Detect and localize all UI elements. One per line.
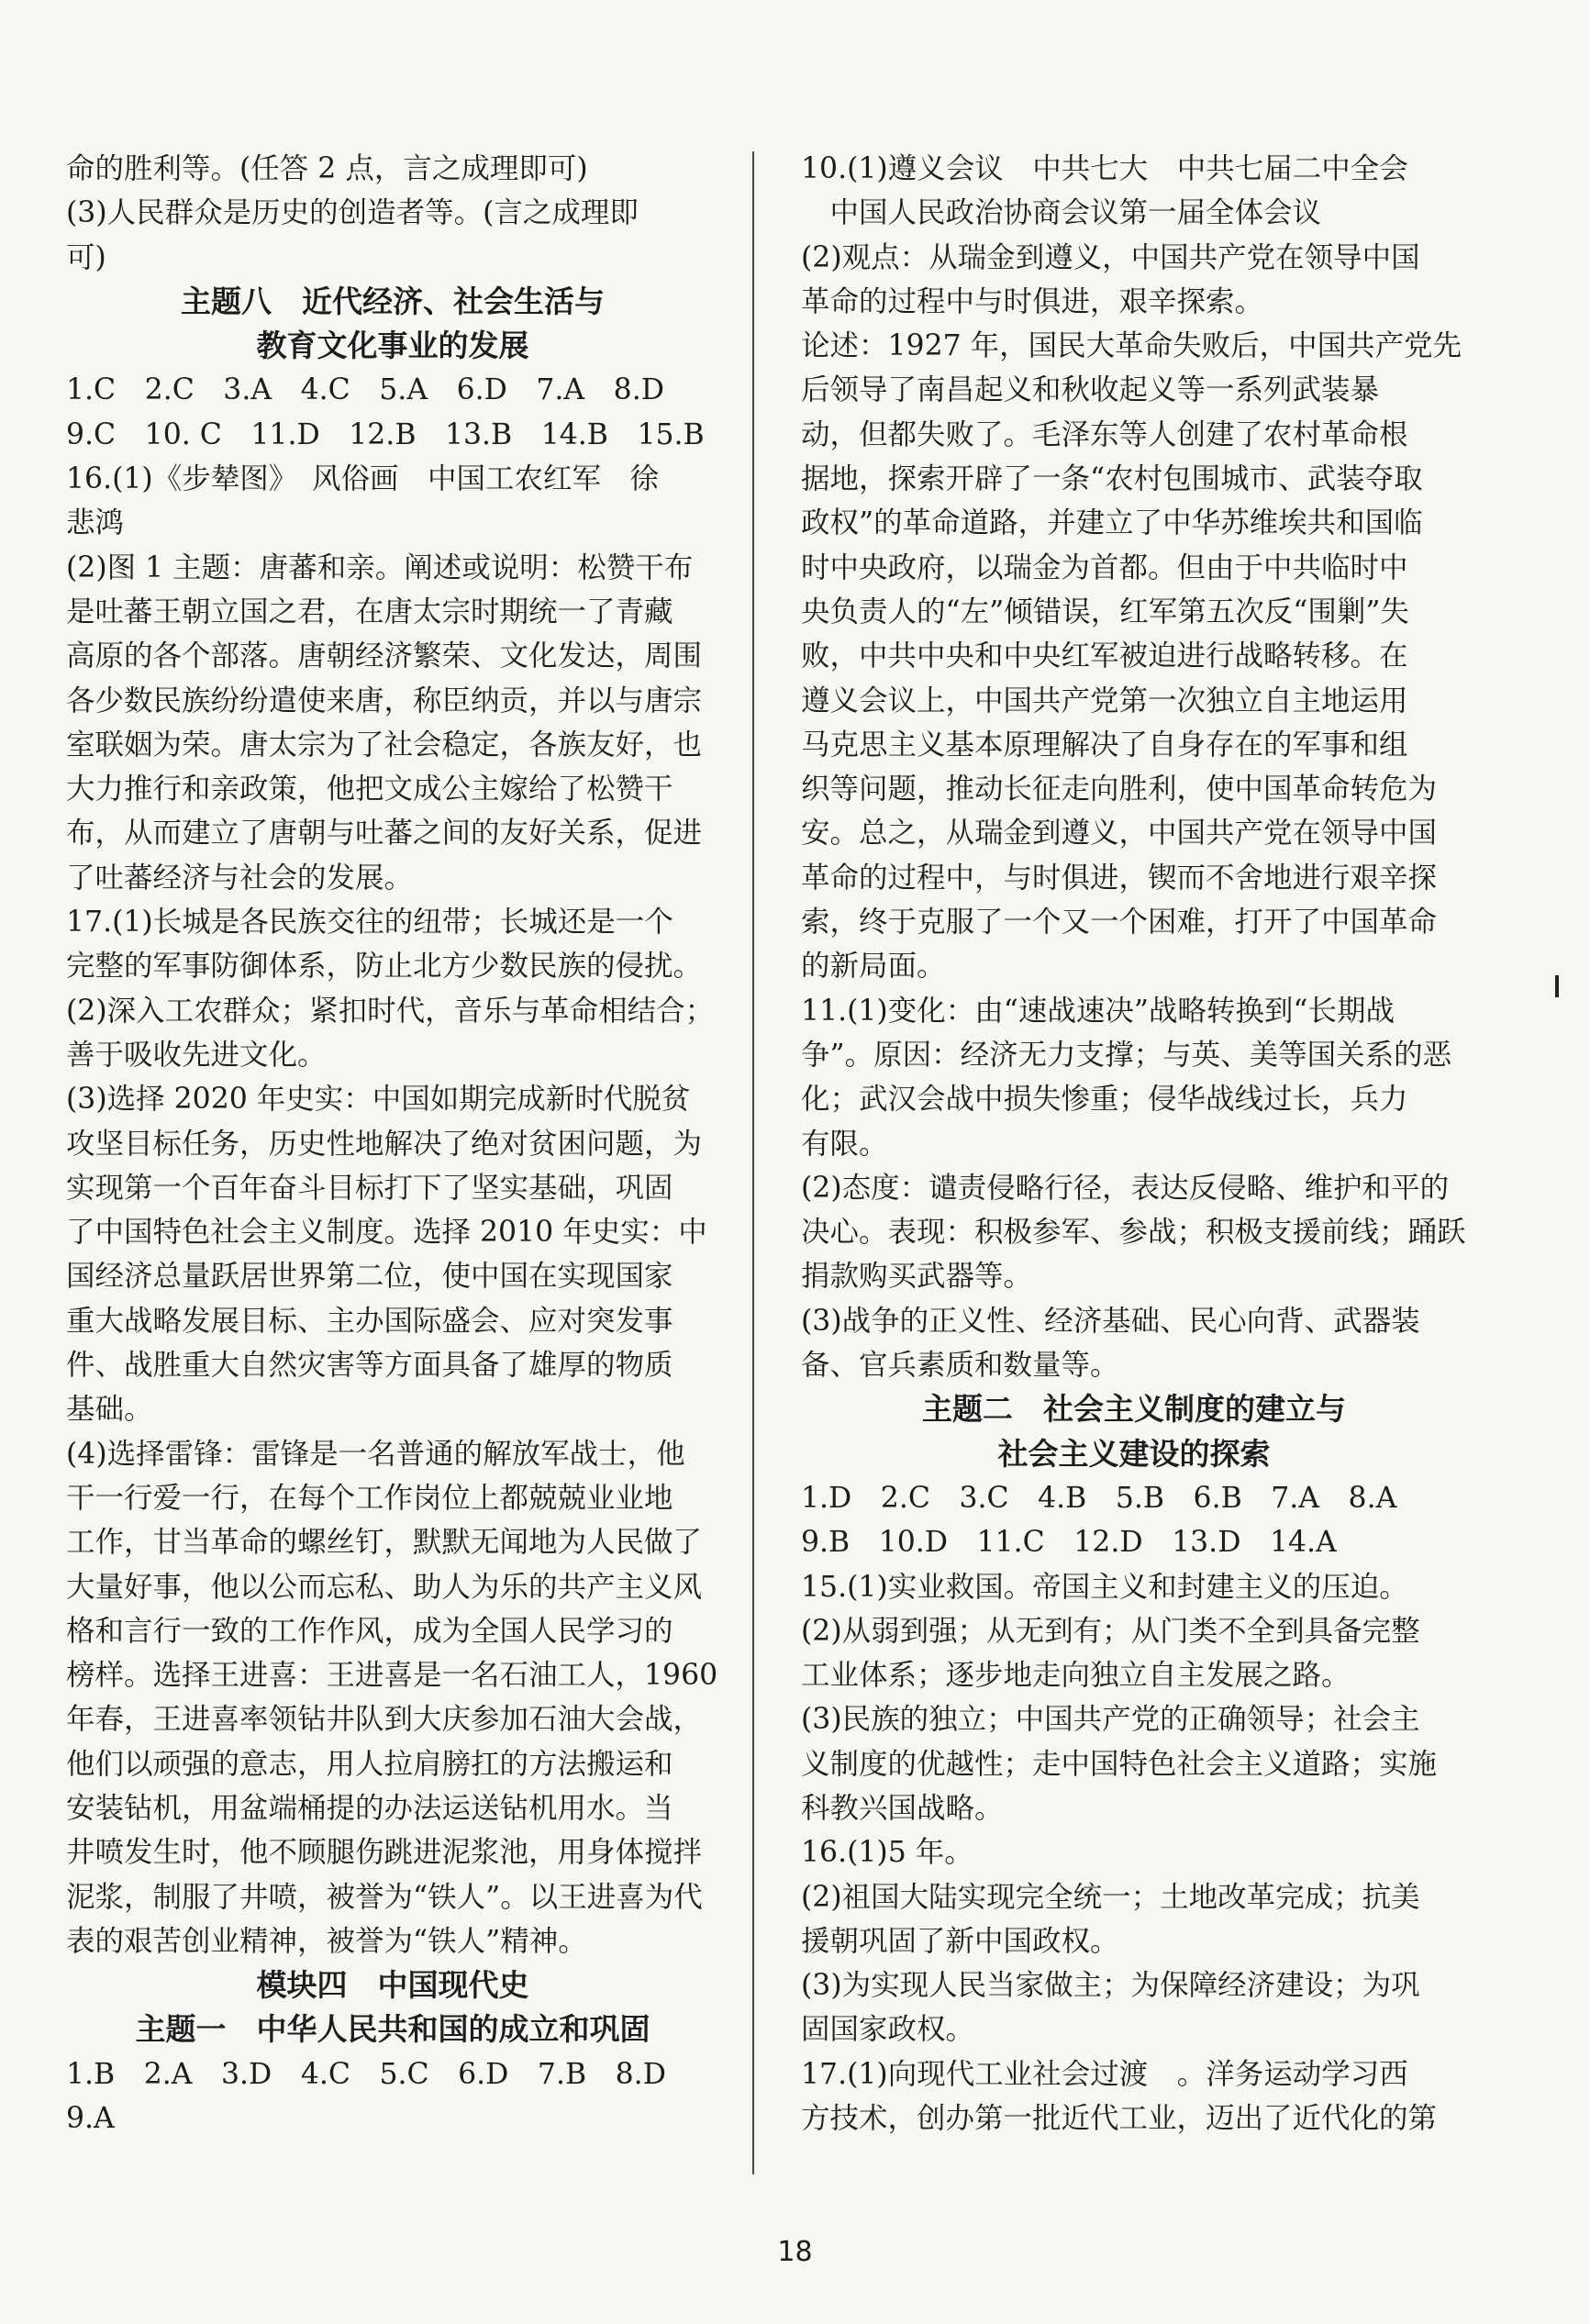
text-line: 件、战胜重大自然灾害等方面具备了雄厚的物质: [66, 1349, 673, 1383]
text-line: 争”。原因：经济无力支撑；与英、美等国关系的恶: [801, 1038, 1452, 1072]
text-line: 善于吸收先进文化。: [66, 1038, 327, 1072]
text-line: 17.(1)向现代工业社会过渡 。洋务运动学习西: [801, 2057, 1408, 2091]
text-line: (3)人民群众是历史的创造者等。(言之成理即: [66, 196, 639, 230]
section-heading: 模块四 中国现代史: [256, 1967, 529, 2004]
text-line: 时中央政府，以瑞金为首都。但由于中共临时中: [801, 550, 1408, 584]
text-line: 方技术，创办第一批近代工业，迈出了近代化的第: [801, 2102, 1438, 2136]
text-line: 索，终于克服了一个又一个困难，打开了中国革命: [801, 906, 1438, 940]
text-line: 织等问题，推动长征走向胜利，使中国革命转危为: [801, 773, 1438, 806]
text-line: 革命的过程中与时俱进，艰辛探索。: [801, 284, 1264, 318]
text-line: 完整的军事防御体系，防止北方少数民族的侵扰。: [66, 950, 703, 984]
text-line: 室联姻为荣。唐太宗为了社会稳定，各族友好，也: [66, 728, 703, 762]
text-line: 科教兴国战略。: [801, 1791, 1004, 1825]
text-line: 后领导了南昌起义和秋收起义等一系列武装暴: [801, 373, 1380, 407]
text-line: 1.D 2.C 3.C 4.B 5.B 6.B 7.A 8.A: [801, 1481, 1397, 1515]
text-line: (2)从弱到强；从无到有；从门类不全到具备完整: [801, 1614, 1420, 1648]
right-column: [801, 147, 1467, 2141]
text-line: 义制度的优越性；走中国特色社会主义道路；实施: [801, 1747, 1438, 1781]
text-line: 9.B 10.D 11.C 12.D 13.D 14.A: [801, 1526, 1337, 1560]
text-line: 固国家政权。: [801, 2013, 975, 2047]
text-line: 攻坚目标任务，历史性地解决了绝对贫困问题，为: [66, 1127, 703, 1161]
text-line: 17.(1)长城是各民族交往的纽带；长城还是一个: [66, 906, 673, 940]
text-line: 据地，探索开辟了一条“农村包围城市、武装夺取: [801, 462, 1423, 496]
text-line: 各少数民族纷纷遣使来唐，称臣纳贡，并以与唐宗: [66, 684, 703, 717]
text-line: (3)战争的正义性、经济基础、民心向背、武器装: [801, 1304, 1420, 1338]
text-line: (2)态度：谴责侵略行径，表达反侵略、维护和平的: [801, 1171, 1450, 1205]
text-line: 政权”的革命道路，并建立了中华苏维埃共和国临: [801, 506, 1423, 540]
text-line: 高原的各个部落。唐朝经济繁荣、文化发达，周围: [66, 639, 703, 673]
text-line: 命的胜利等。(任答 2 点，言之成理即可): [66, 152, 588, 185]
text-line: 11.(1)变化：由“速战速决”战略转换到“长期战: [801, 994, 1395, 1028]
section-heading: 主题八 近代经济、社会生活与: [181, 283, 605, 319]
text-line: 化；武汉会战中损失惨重；侵华战线过长，兵力: [801, 1083, 1408, 1117]
text-line: 工业体系；逐步地走向独立自主发展之路。: [801, 1659, 1351, 1693]
text-line: 安装钻机，用盆端桶提的办法运送钻机用水。当: [66, 1791, 673, 1825]
text-line: (3)民族的独立；中国共产党的正确领导；社会主: [801, 1703, 1420, 1737]
text-line: 的新局面。: [801, 950, 946, 984]
text-line: 了中国特色社会主义制度。选择 2010 年史实：中: [66, 1216, 707, 1250]
text-line: 干一行爱一行，在每个工作岗位上都兢兢业业地: [66, 1481, 673, 1515]
text-line: (3)为实现人民当家做主；为保障经济建设；为巩: [801, 1969, 1420, 2003]
text-line: 援朝巩固了新中国政权。: [801, 1924, 1119, 1958]
section-heading: 社会主义建设的探索: [997, 1435, 1271, 1472]
text-line: 捐款购买武器等。: [801, 1260, 1033, 1294]
text-line: 动，但都失败了。毛泽东等人创建了农村革命根: [801, 417, 1408, 451]
page-number: 18: [777, 2236, 813, 2268]
text-line: 实现第一个百年奋斗目标打下了坚实基础，巩固: [66, 1171, 673, 1205]
text-line: 他们以顽强的意志，用人拉肩膀扛的方法搬运和: [66, 1747, 673, 1781]
text-line: 决心。表现：积极参军、参战；积极支援前线；踊跃: [801, 1216, 1466, 1250]
text-line: 安。总之，从瑞金到遵义，中国共产党在领导中国: [801, 817, 1438, 851]
text-line: 备、官兵素质和数量等。: [801, 1349, 1119, 1383]
column-divider: [752, 151, 754, 2174]
text-line: 悲鸿: [66, 506, 125, 540]
text-line: 年春，王进喜率领钻井队到大庆参加石油大会战，: [66, 1703, 703, 1737]
text-line: 论述：1927 年，国民大革命失败后，中国共产党先: [801, 329, 1462, 363]
left-column: [66, 147, 719, 2141]
text-line: 9.A: [66, 2102, 115, 2136]
text-line: 布，从而建立了唐朝与吐蕃之间的友好关系，促进: [66, 817, 703, 851]
text-line: (2)祖国大陆实现完全统一；土地改革完成；抗美: [801, 1880, 1420, 1914]
text-line: 井喷发生时，他不顾腿伤跳进泥浆池，用身体搅拌: [66, 1836, 703, 1870]
text-line: (2)深入工农群众；紧扣时代，音乐与革命相结合；: [66, 994, 715, 1028]
text-line: 国经济总量跃居世界第二位，使中国在实现国家: [66, 1260, 673, 1294]
text-line: 了吐蕃经济与社会的发展。: [66, 861, 414, 895]
text-line: (2)图 1 主题：唐蕃和亲。阐述或说明：松赞干布: [66, 550, 694, 584]
text-line: 重大战略发展目标、主办国际盛会、应对突发事: [66, 1304, 673, 1338]
text-line: 1.C 2.C 3.A 4.C 5.A 6.D 7.A 8.D: [66, 373, 664, 407]
text-line: 有限。: [801, 1127, 888, 1161]
text-line: 工作，甘当革命的螺丝钉，默默无闻地为人民做了: [66, 1526, 703, 1560]
text-line: 大力推行和亲政策，他把文成公主嫁给了松赞干: [66, 773, 673, 806]
text-line: 格和言行一致的工作作风，成为全国人民学习的: [66, 1614, 673, 1648]
text-line: (3)选择 2020 年史实：中国如期完成新时代脱贫: [66, 1083, 691, 1117]
section-heading: 主题一 中华人民共和国的成立和巩固: [135, 2011, 650, 2048]
text-line: 败，中共中央和中央红军被迫进行战略转移。在: [801, 639, 1408, 673]
text-line: 可): [66, 240, 106, 274]
text-line: 榜样。选择王进喜：王进喜是一名石油工人，1960: [66, 1659, 718, 1693]
text-line: 基础。: [66, 1393, 153, 1427]
section-heading: 主题二 社会主义制度的建立与: [922, 1391, 1346, 1428]
text-line: 表的艰苦创业精神，被誉为“铁人”精神。: [66, 1924, 587, 1958]
text-line: 中国人民政治协商会议第一届全体会议: [801, 196, 1322, 230]
text-line: 16.(1)5 年。: [801, 1836, 973, 1870]
text-line: 15.(1)实业救国。帝国主义和封建主义的压迫。: [801, 1570, 1408, 1604]
margin-mark: [1555, 975, 1559, 997]
text-line: 1.B 2.A 3.D 4.C 5.C 6.D 7.B 8.D: [66, 2057, 666, 2091]
section-heading: 教育文化事业的发展: [256, 328, 529, 364]
text-line: 16.(1)《步辇图》 风俗画 中国工农红军 徐: [66, 462, 659, 496]
text-line: 马克思主义基本原理解决了自身存在的军事和组: [801, 728, 1408, 762]
text-line: 10.(1)遵义会议 中共七大 中共七届二中全会: [801, 152, 1408, 185]
text-line: 大量好事，他以公而忘私、助人为乐的共产主义风: [66, 1570, 703, 1604]
text-line: 是吐蕃王朝立国之君，在唐太宗时期统一了青藏: [66, 595, 673, 628]
text-line: 9.C 10. C 11.D 12.B 13.B 14.B 15.B: [66, 417, 705, 451]
text-line: (4)选择雷锋：雷锋是一名普通的解放军战士，他: [66, 1437, 685, 1471]
text-line: (2)观点：从瑞金到遵义，中国共产党在领导中国: [801, 240, 1420, 274]
text-line: 遵义会议上，中国共产党第一次独立自主地运用: [801, 684, 1408, 717]
text-line: 泥浆，制服了井喷，被誉为“铁人”。以王进喜为代: [66, 1880, 703, 1914]
text-line: 央负责人的“左”倾错误，红军第五次反“围剿”失: [801, 595, 1409, 628]
text-line: 革命的过程中，与时俱进，锲而不舍地进行艰辛探: [801, 861, 1438, 895]
